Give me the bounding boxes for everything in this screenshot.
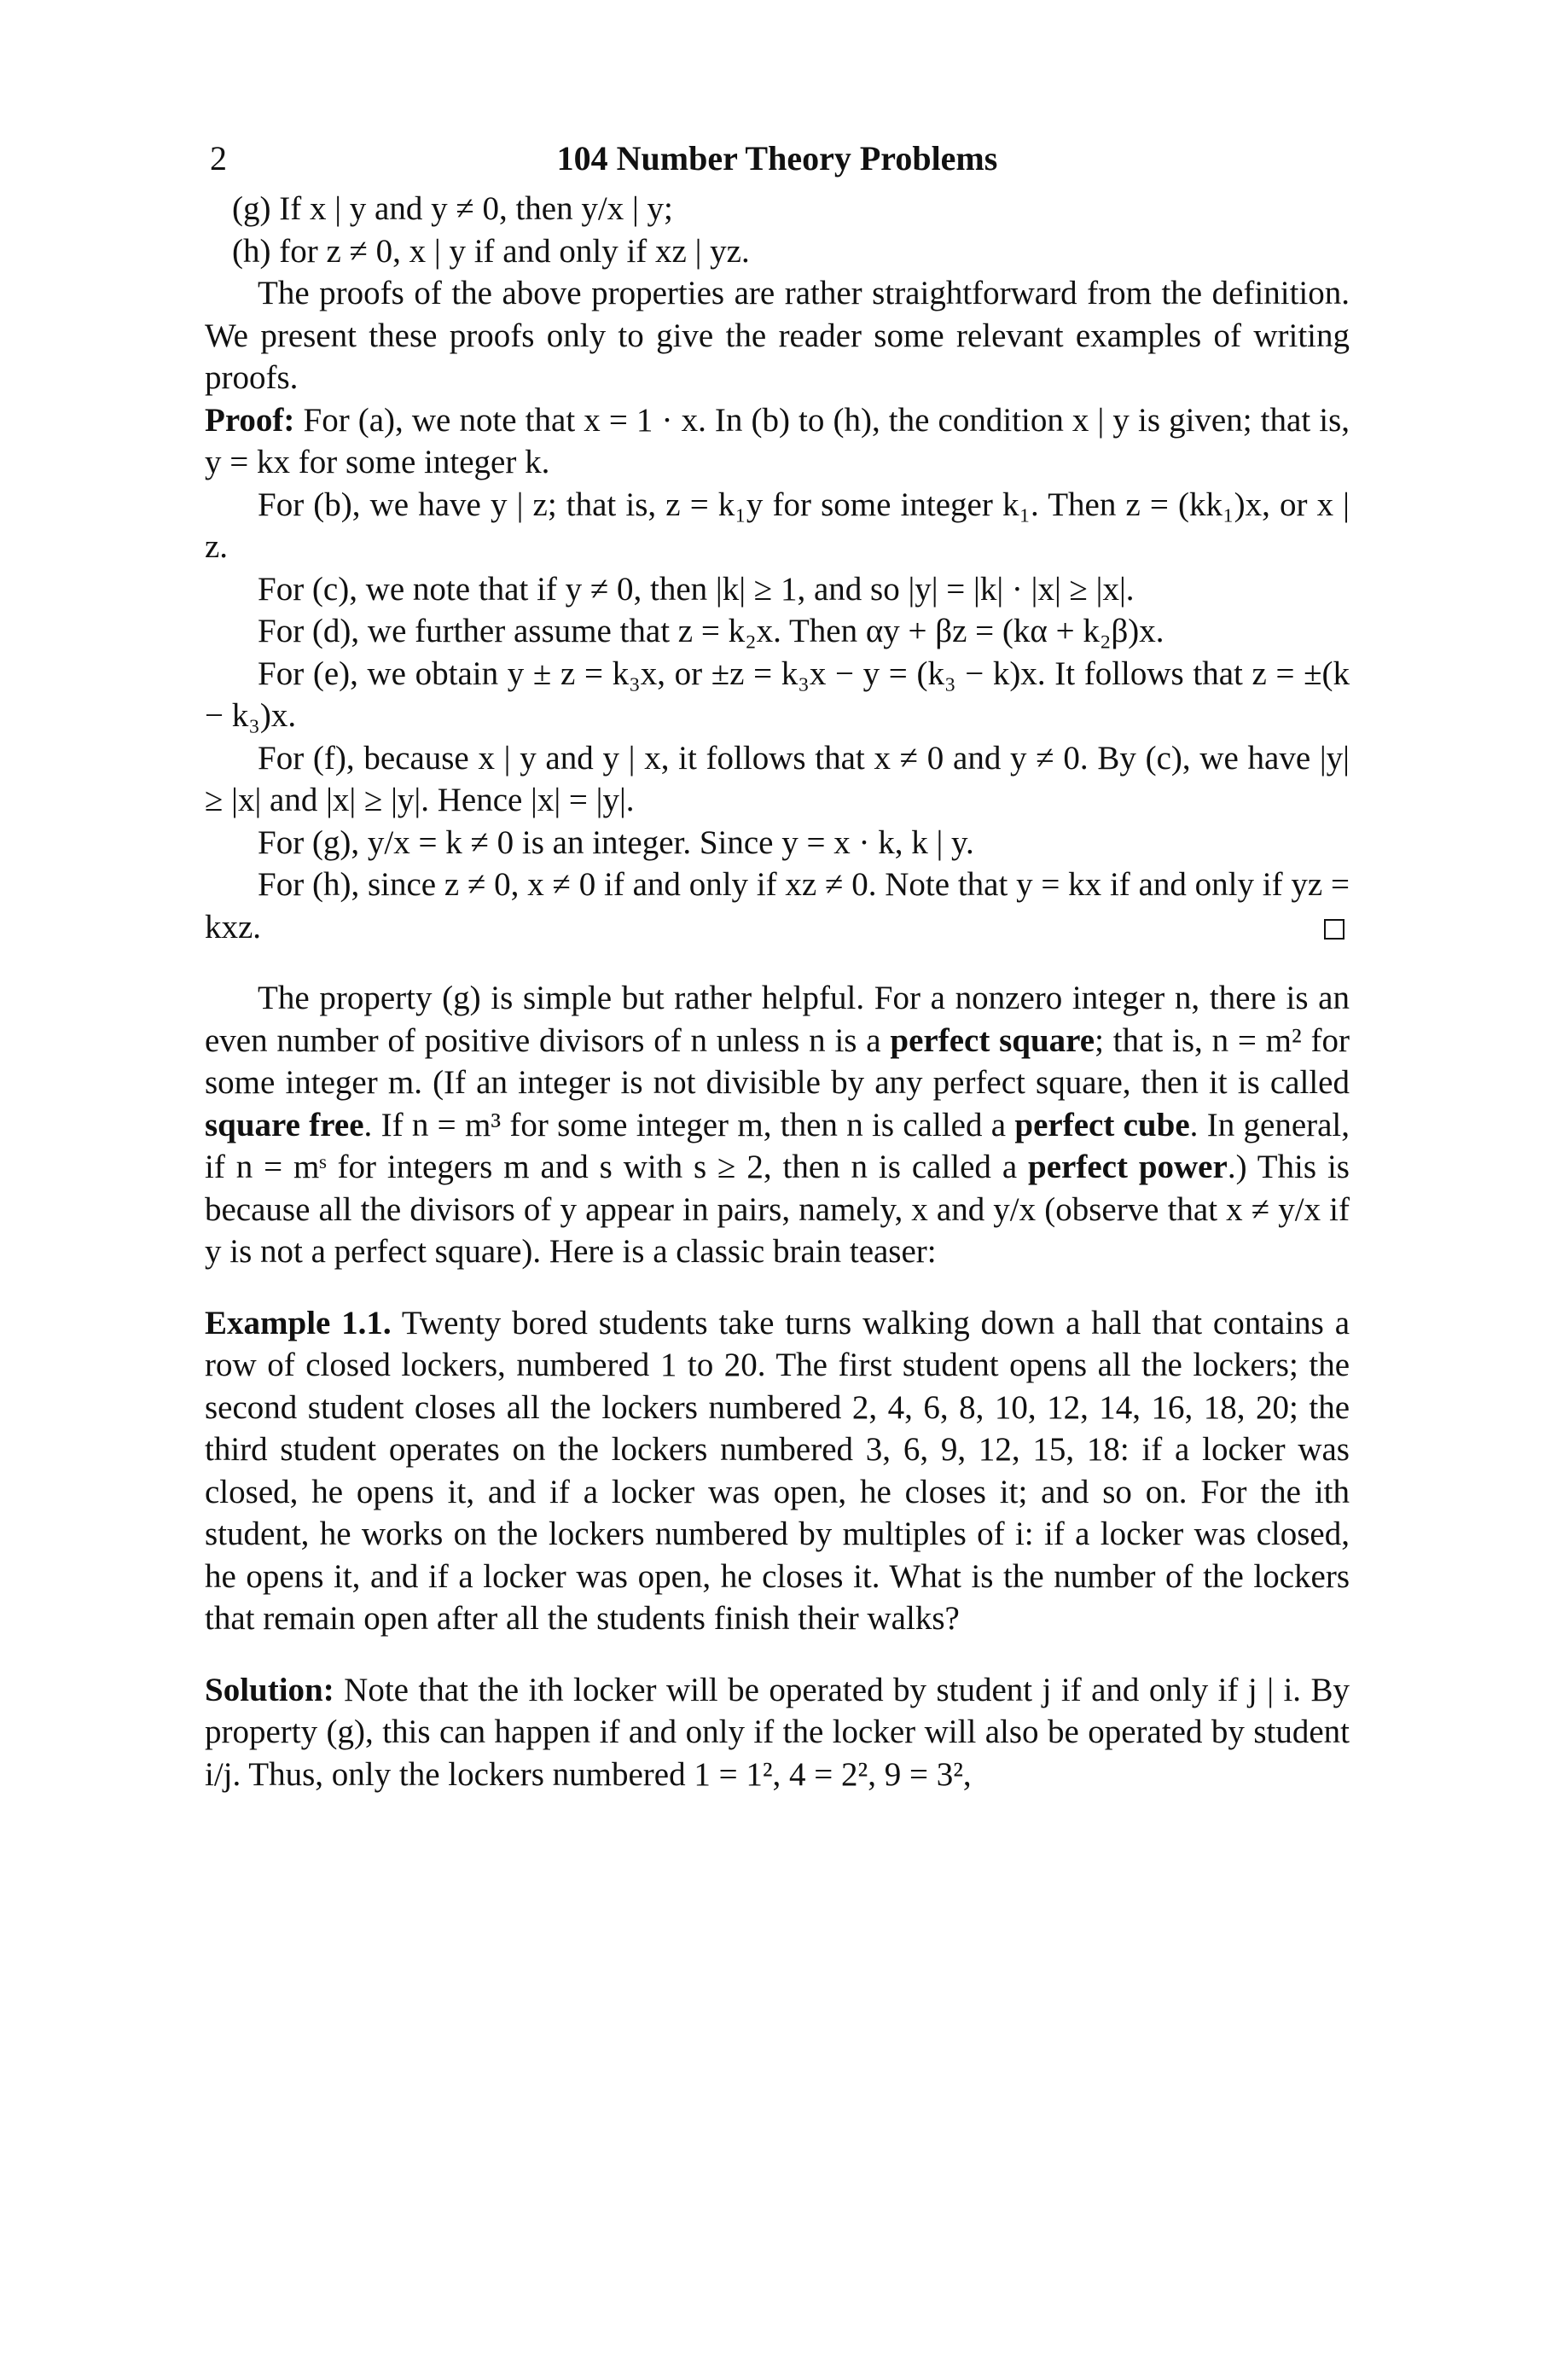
intro-paragraph: The proofs of the above properties are rather straightforward from the definition. We present these proofs only to give the reader some relevant examples of writing proofs. — [205, 275, 1350, 396]
page-body — [205, 188, 1350, 1795]
solution-paragraph — [205, 1669, 1350, 1796]
example-text: Twenty bored students take turns walking down a hall that contains a row of closed lockers, numbered 1 to 20. The first student opens all the lockers; the second student closes all the lockers numbered 2, 4, 6, 8, 10, 12, 14, 16, 18, 20; the third student operates on the lockers numbered 3, 6, 9, 12, 15, 18: if a locker was closed, he opens it, and if a locker was open, he closes it; and so on. For the ith student, he works on the lockers numbered by multiples of i: if a locker was closed, he opens it, and if a locker was open, he closes it. What is the number of the lockers that remain open after all the students finish their walks? — [205, 1304, 1350, 1637]
term-square-free: square free — [205, 1106, 364, 1143]
property-item-g: (g) If x | y and y ≠ 0, then y/x | y; — [232, 190, 673, 227]
proof-line-h — [205, 864, 1350, 948]
running-title: 104 Number Theory Problems — [556, 139, 998, 177]
discussion-part-1: The property (g) is simple but rather helpful. For a nonzero integer n, there is an even number of positive divisors of n unless n is a — [205, 980, 1350, 1059]
proof-first-line — [205, 399, 1350, 484]
term-perfect-cube: perfect cube — [1014, 1106, 1190, 1143]
proof-line-d: For (d), we further assume that z = k₂x. Then αy + βz = (kα + k₂β)x. — [258, 613, 1164, 649]
proof-line-a: For (a), we note that x = 1 · x. In (b) to (h), the condition x | y is given; that is, y = kx for some integer k. — [205, 401, 1350, 480]
solution-text: Note that the ith locker will be operated by student j if and only if j | i. By property (g), this can happen if and only if the locker will also be operated by student i/j. Thus, only the lockers numbered 1 = 1², 4 = 2², 9 = 3², — [205, 1671, 1350, 1793]
example-paragraph — [205, 1302, 1350, 1640]
discussion-part-2: ; that is, n = m² for some integer m. (If an integer is not divisible by any perfect square, then it is called — [205, 1021, 1350, 1101]
book-page — [205, 128, 1350, 1795]
discussion-part-5: .) This is because all the divisors of y appear in pairs, namely, x and y/x (observe that x ≠ y/x if y is not a perfect square). Here is a classic brain teaser: — [205, 1149, 1350, 1270]
proof-line-g: For (g), y/x = k ≠ 0 is an integer. Since y = x · k, k | y. — [258, 823, 974, 861]
proof-line-c: For (c), we note that if y ≠ 0, then |k| ≥ 1, and so |y| = |k| · |x| ≥ |x|. — [258, 570, 1135, 608]
term-perfect-power: perfect power — [1028, 1149, 1228, 1185]
property-item-h: (h) for z ≠ 0, x | y if and only if xz | yz. — [232, 232, 750, 270]
term-perfect-square: perfect square — [890, 1021, 1095, 1059]
page-header — [205, 128, 1350, 188]
discussion-part-3: . If n = m³ for some integer m, then n is called a — [363, 1106, 1015, 1143]
page-number: 2 — [210, 139, 227, 177]
proof-label: Proof: — [205, 401, 295, 439]
qed-square-icon — [1324, 919, 1344, 940]
proof-line-f: For (f), because x | y and y | x, it follows that x ≠ 0 and y ≠ 0. By (c), we have |y| ≥ |x| and |x| ≥ |y|. Hence |x| = |y|. — [205, 739, 1350, 818]
proof-line-e: For (e), we obtain y ± z = k₃x, or ±z = k₃x − y = (k₃ − k)x. It follows that z = ±(k − k₃)x. — [205, 655, 1350, 734]
discussion-part-4: . In general, if n = mˢ for integers m and s with s ≥ 2, then n is called a — [205, 1106, 1350, 1185]
proof-line-h-text: For (h), since z ≠ 0, x ≠ 0 if and only if xz ≠ 0. Note that y = kx if and only if yz = kxz. — [205, 866, 1350, 945]
example-label: Example 1.1. — [205, 1304, 392, 1341]
discussion-paragraph — [205, 977, 1350, 1273]
proof-line-b: For (b), we have y | z; that is, z = k₁y for some integer k₁. Then z = (kk₁)x, or x | z. — [205, 486, 1350, 565]
solution-label: Solution: — [205, 1671, 334, 1708]
